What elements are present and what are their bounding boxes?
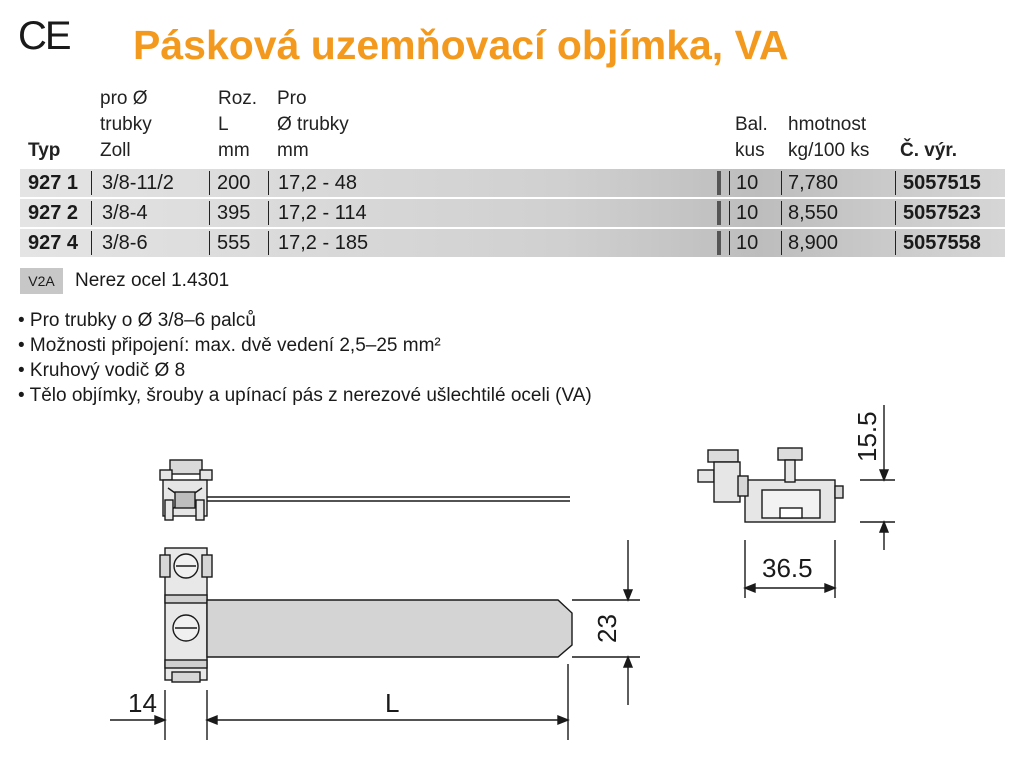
cell-range: 17,2 - 185 xyxy=(278,232,369,254)
ce-mark: CE xyxy=(18,14,70,58)
list-item: • Kruhový vodič Ø 8 xyxy=(18,360,186,381)
header-pipe-zoll: pro Ø trubky Zoll xyxy=(100,88,152,161)
material-text: Nerez ocel 1.4301 xyxy=(75,270,230,291)
cell-typ: 927 2 xyxy=(28,202,79,224)
cell-package: 10 xyxy=(736,232,759,254)
cell-article: 5057515 xyxy=(903,172,981,194)
clamp-front-view xyxy=(160,548,212,682)
cell-zoll: 3/8-6 xyxy=(102,232,148,254)
cell-length: 395 xyxy=(217,202,251,224)
material-badge: V2A xyxy=(20,268,63,294)
cell-range: 17,2 - 114 xyxy=(278,202,367,224)
dim-23: 23 xyxy=(592,614,622,643)
cell-article: 5057558 xyxy=(903,232,981,254)
dim-L: L xyxy=(385,688,400,718)
dim-36-5: 36.5 xyxy=(762,553,813,583)
cell-weight: 8,550 xyxy=(788,202,839,224)
cell-range: 17,2 - 48 xyxy=(278,172,357,194)
cell-zoll: 3/8-4 xyxy=(102,202,148,224)
header-length: Roz. L mm xyxy=(218,88,258,161)
cell-zoll: 3/8-11/2 xyxy=(102,172,174,194)
header-package: Bal. kus xyxy=(735,114,768,161)
clamp-top-view xyxy=(160,460,570,520)
dim-14: 14 xyxy=(128,688,157,718)
cell-package: 10 xyxy=(736,172,759,194)
cell-length: 200 xyxy=(217,172,251,194)
cell-weight: 8,900 xyxy=(788,232,839,254)
header-pipe-range: Pro Ø trubky mm xyxy=(277,88,349,161)
header-article: Č. výr. xyxy=(900,140,958,161)
cell-article: 5057523 xyxy=(903,202,981,224)
cell-typ: 927 4 xyxy=(28,232,79,254)
header-typ: Typ xyxy=(28,140,61,161)
band xyxy=(207,600,572,657)
dim-15-5: 15.5 xyxy=(852,411,882,462)
cell-package: 10 xyxy=(736,202,759,224)
list-item: • Možnosti připojení: max. dvě vedení 2,5–25 mm² xyxy=(18,335,441,356)
list-item: • Pro trubky o Ø 3/8–6 palců xyxy=(18,310,256,331)
cell-typ: 927 1 xyxy=(28,172,79,194)
clamp-side-view xyxy=(698,448,843,522)
page-title: Pásková uzemňovací objímka, VA xyxy=(133,22,789,68)
cell-length: 555 xyxy=(217,232,251,254)
list-item: • Tělo objímky, šrouby a upínací pás z nerezové ušlechtilé oceli (VA) xyxy=(18,385,592,406)
cell-weight: 7,780 xyxy=(788,172,839,194)
header-weight: hmotnost kg/100 ks xyxy=(788,114,870,161)
